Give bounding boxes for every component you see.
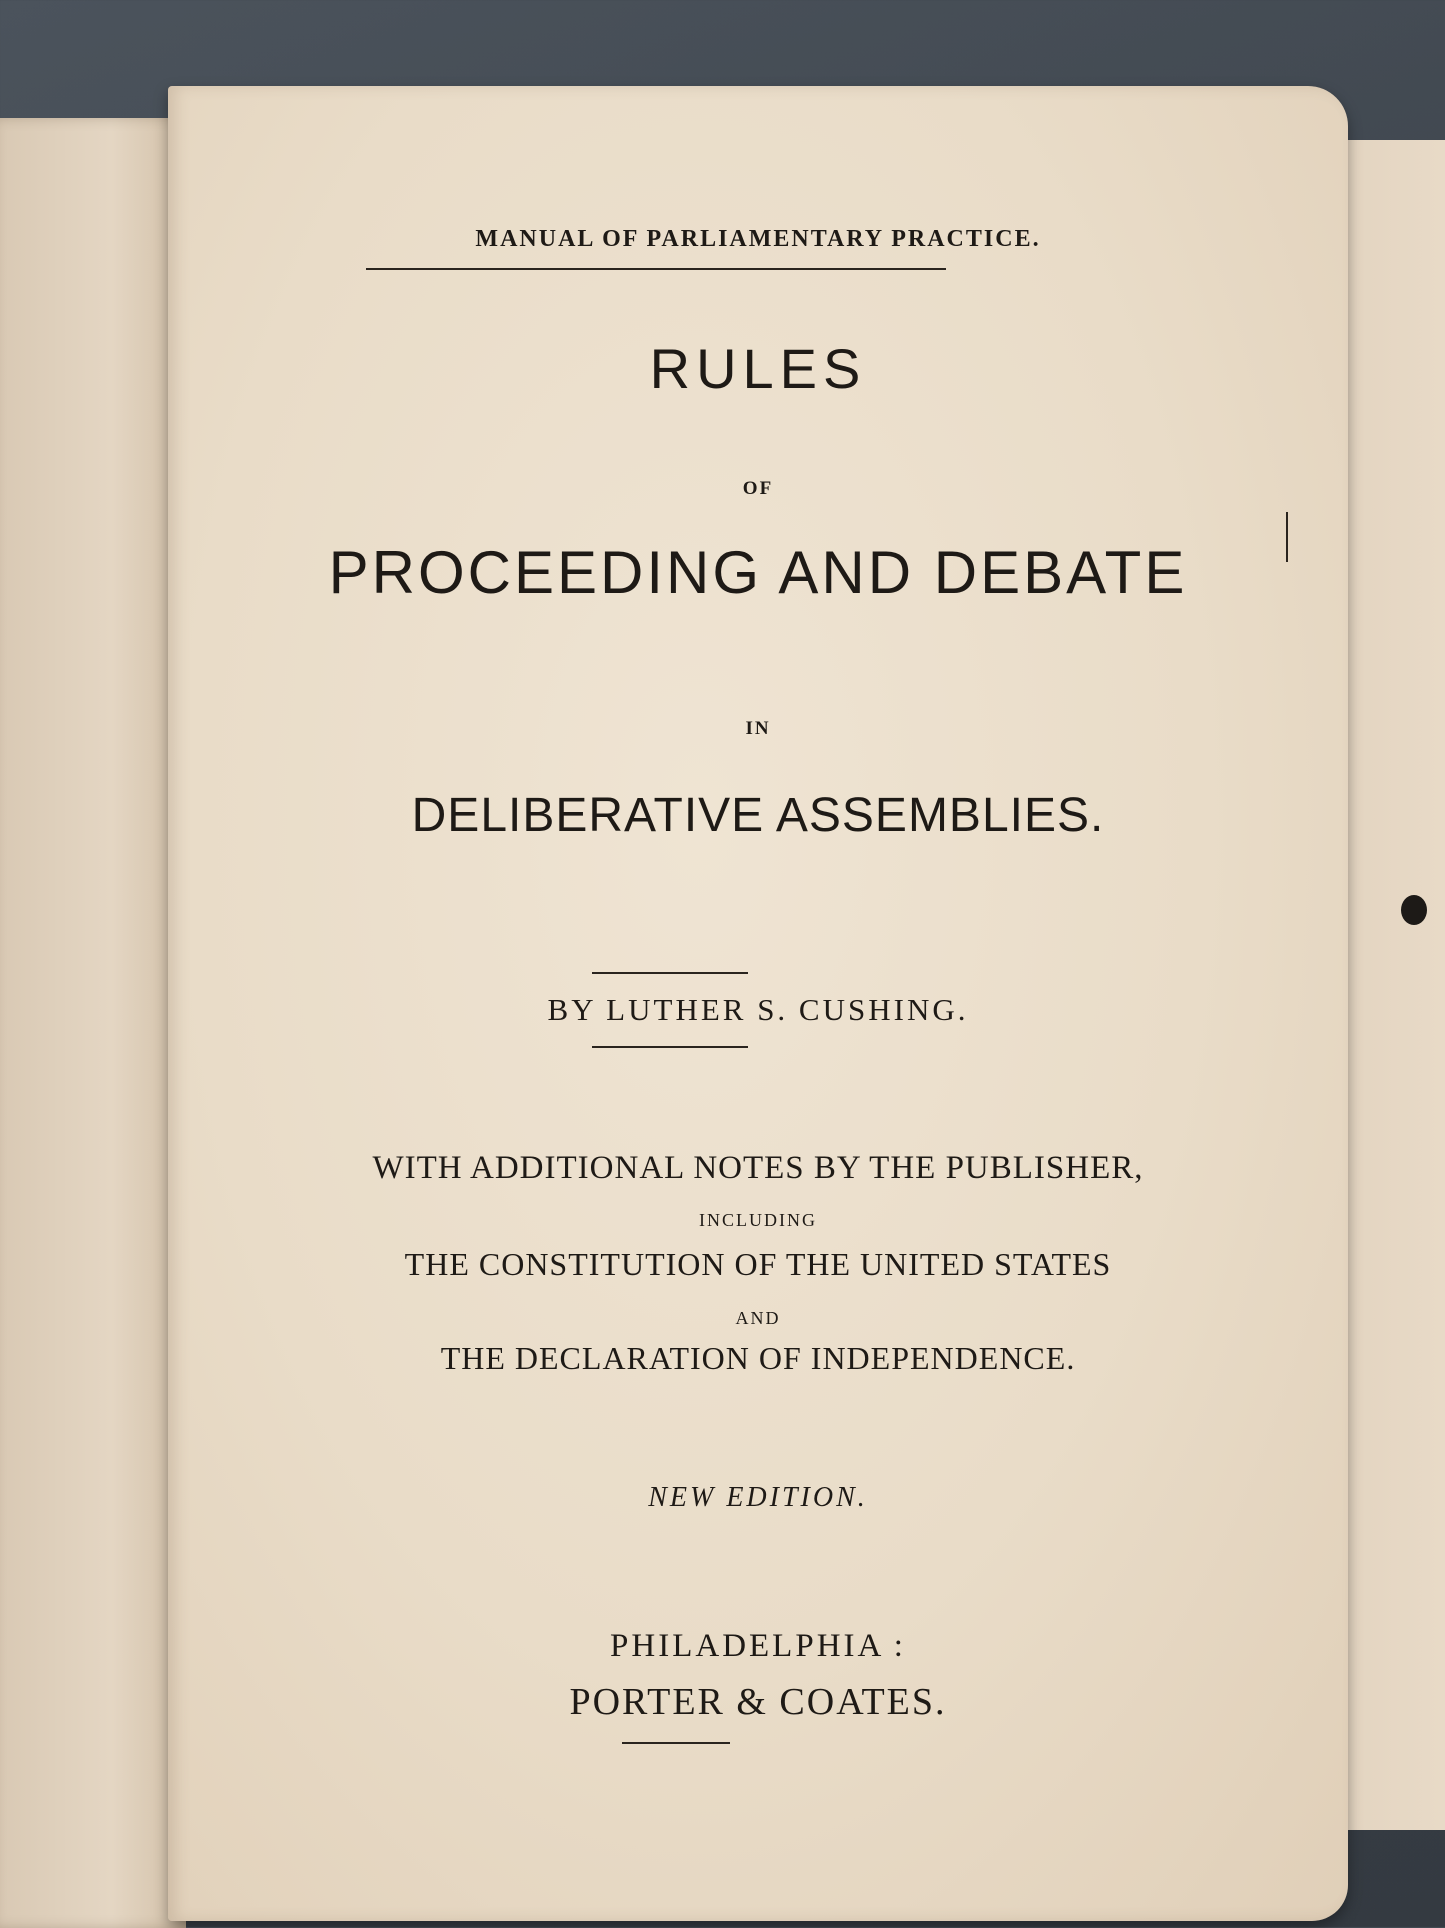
imprint-publisher: PORTER & COATES. — [569, 1681, 947, 1723]
title-in: IN — [745, 718, 771, 739]
author-rule-top — [592, 972, 748, 974]
notes-and: AND — [735, 1308, 781, 1328]
title-page — [168, 86, 1348, 1921]
notes-line-1: WITH ADDITIONAL NOTES BY THE PUBLISHER, — [372, 1150, 1144, 1186]
author-line: BY LUTHER S. CUSHING. — [547, 992, 969, 1027]
title-deliberative-assemblies: DELIBERATIVE ASSEMBLIES. — [411, 789, 1105, 842]
title-rules: RULES — [649, 337, 867, 400]
notes-line-2: THE CONSTITUTION OF THE UNITED STATES — [404, 1246, 1112, 1282]
title-proceeding-and-debate: PROCEEDING AND DEBATE — [328, 539, 1188, 606]
series-title: MANUAL OF PARLIAMENTARY PRACTICE. — [475, 226, 1041, 252]
author-rule-bottom — [592, 1046, 748, 1048]
notes-including: INCLUDING — [699, 1210, 817, 1230]
imprint-underline — [622, 1742, 730, 1744]
edition: NEW EDITION. — [648, 1482, 868, 1513]
notes-line-3: THE DECLARATION OF INDEPENDENCE. — [440, 1340, 1076, 1376]
pencil-mark — [1286, 512, 1288, 562]
series-underline — [366, 268, 946, 270]
imprint-place: PHILADELPHIA : — [610, 1628, 906, 1664]
ink-spot — [1401, 895, 1427, 925]
title-of: OF — [742, 478, 774, 499]
left-facing-page — [0, 118, 186, 1928]
